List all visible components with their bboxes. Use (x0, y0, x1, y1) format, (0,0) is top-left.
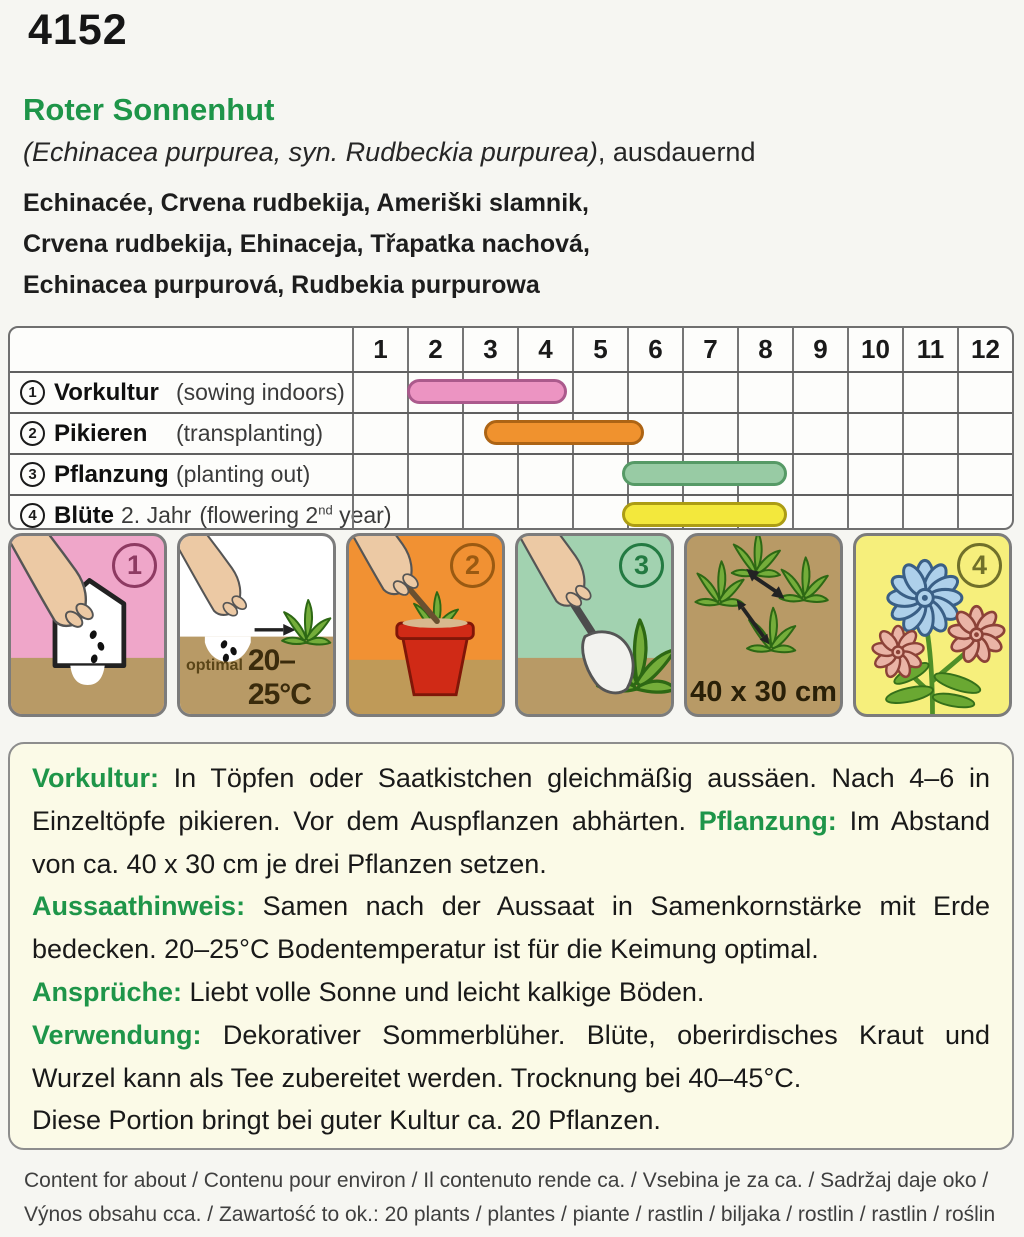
instruction-section-label: Aussaathinweis: (32, 891, 246, 922)
botanical-name: (Echinacea purpurea, syn. Rudbeckia purpurea) (23, 137, 598, 167)
pictogram-strip (8, 533, 1016, 717)
instruction-section-label: Ansprüche: (32, 976, 183, 1007)
calendar-month-headers (352, 328, 1012, 371)
calendar-cell (407, 414, 462, 453)
pictogram-transplanting (346, 533, 505, 717)
calendar-rows (10, 371, 1012, 530)
calendar-cell (352, 496, 407, 530)
calendar-cell (517, 496, 572, 530)
calendar-bar-vorkultur (407, 379, 567, 404)
month-header-9: 9 (792, 328, 847, 371)
translated-names-line: Echinacea purpurová, Rudbekia purpurowa (23, 271, 540, 299)
instruction-text: Dekorativer Sommerblüher. Blüte, oberirdisches Kraut und Wurzel kann als Tee zubereitet werden. Trocknung bei 40–45°C. (32, 1019, 990, 1093)
instruction-paragraph (32, 885, 990, 971)
calendar-row-pflanzung (10, 453, 1012, 494)
calendar-cell (847, 455, 902, 494)
row-label-sub: (planting out) (176, 461, 311, 487)
calendar-cell (957, 455, 1012, 494)
calendar-cell (792, 455, 847, 494)
calendar-cell (407, 455, 462, 494)
calendar-cell (572, 496, 627, 530)
calendar-cell (957, 373, 1012, 412)
calendar-row-grid (352, 414, 1012, 453)
optimal-label: optimal (186, 657, 243, 674)
pictogram-planting-out (515, 533, 674, 717)
picto-badge-2: 2 (450, 543, 495, 588)
subtitle-rest: , ausdauernd (597, 137, 756, 167)
instruction-paragraph (32, 1099, 990, 1142)
pictogram-sowing-indoors (8, 533, 167, 717)
pictogram-direct-sowing (177, 533, 336, 717)
calendar-cell (902, 455, 957, 494)
article-number: 4152 (28, 6, 128, 54)
page-title: Roter Sonnenhut (23, 92, 275, 127)
calendar-cell (957, 496, 1012, 530)
row-label-text: Pflanzung (54, 460, 169, 488)
calendar-cell (957, 414, 1012, 453)
temperature-caption (186, 644, 331, 712)
translated-names-line: Crvena rudbekija, Ehinaceja, Třapatka nachová, (23, 230, 590, 258)
month-header-7: 7 (682, 328, 737, 371)
month-header-3: 3 (462, 328, 517, 371)
month-header-2: 2 (407, 328, 462, 371)
row-label-mid: 2. Jahr (121, 502, 192, 528)
calendar-cell (902, 373, 957, 412)
instruction-text: Liebt volle Sonne und leicht kalkige Böden. (182, 976, 705, 1007)
instruction-section-label: Vorkultur: (32, 763, 159, 793)
instruction-paragraph (32, 971, 990, 1014)
month-header-1: 1 (352, 328, 407, 371)
calendar-cell (847, 496, 902, 530)
calendar-cell (902, 496, 957, 530)
calendar-cell (407, 496, 462, 530)
calendar-row-label (10, 373, 352, 412)
calendar-cell (847, 373, 902, 412)
calendar-cell (792, 414, 847, 453)
calendar-cell (682, 414, 737, 453)
row-label-sub: (transplanting) (176, 420, 324, 446)
month-header-10: 10 (847, 328, 902, 371)
circled-number: 2 (20, 421, 45, 446)
calendar-cell (682, 373, 737, 412)
calendar-row-grid (352, 373, 1012, 412)
picto-badge-3: 3 (619, 543, 664, 588)
instruction-text: Im Abstand von ca. 40 x 30 cm je drei Pflanzen setzen. (32, 805, 990, 879)
circled-number: 4 (20, 503, 45, 528)
calendar-row-blüte (10, 494, 1012, 530)
calendar-row-label (10, 496, 392, 530)
calendar-cell (517, 455, 572, 494)
pictogram-spacing (684, 533, 843, 717)
calendar-cell (572, 373, 627, 412)
instruction-text: Samen nach der Aussaat in Samenkornstärke mit Erde bedecken. 20–25°C Bodentemperatur ist für die Keimung optimal. (32, 891, 990, 965)
calendar-bar-pflanzung (622, 461, 787, 486)
picto-badge-1: 1 (112, 543, 157, 588)
month-header-11: 11 (902, 328, 957, 371)
row-label-sub: (flowering 2nd year) (199, 502, 392, 528)
instruction-section-label: Pflanzung: (698, 805, 837, 836)
instruction-paragraph (32, 757, 990, 885)
calendar-header-empty-cell (10, 328, 352, 371)
temperature-value: 20–25°C (247, 644, 311, 711)
calendar-row-grid (352, 496, 1012, 530)
calendar-cell (847, 414, 902, 453)
calendar-bar-pikieren (484, 420, 644, 445)
calendar-cell (352, 414, 407, 453)
spacing-caption: 40 x 30 cm (690, 676, 837, 708)
calendar-row-grid (352, 455, 1012, 494)
calendar-cell (792, 373, 847, 412)
translated-names (23, 183, 590, 306)
calendar-row-vorkultur (10, 371, 1012, 412)
multilingual-footer (24, 1164, 1004, 1232)
calendar-cell (737, 373, 792, 412)
instruction-section-label: Verwendung: (32, 1019, 202, 1050)
botanical-subtitle (23, 137, 755, 168)
row-label-text: Vorkultur (54, 378, 159, 406)
calendar-cell (352, 455, 407, 494)
calendar-cell (352, 373, 407, 412)
circled-number: 3 (20, 462, 45, 487)
calendar-row-pikieren (10, 412, 1012, 453)
month-header-5: 5 (572, 328, 627, 371)
calendar-cell (902, 414, 957, 453)
calendar-cell (572, 455, 627, 494)
instruction-text: Diese Portion bringt bei guter Kultur ca. 20 Pflanzen. (32, 1105, 661, 1136)
calendar-cell (462, 496, 517, 530)
month-header-12: 12 (957, 328, 1012, 371)
calendar-bar-blüte (622, 502, 787, 527)
calendar-cell (737, 414, 792, 453)
row-label-sub: (sowing indoors) (176, 379, 345, 405)
calendar-row-label (10, 455, 352, 494)
month-header-6: 6 (627, 328, 682, 371)
circled-number: 1 (20, 380, 45, 405)
footer-line: Výnos obsahu cca. / Zawartość to ok.: 20 plants / plantes / piante / rastlin / biljaka / rostlin / rastlin / roślin (24, 1203, 996, 1226)
pictogram-flowering (853, 533, 1012, 717)
month-header-4: 4 (517, 328, 572, 371)
month-header-8: 8 (737, 328, 792, 371)
instruction-paragraph (32, 1014, 990, 1100)
calendar-cell (627, 373, 682, 412)
row-label-text: Pikieren (54, 419, 148, 447)
picto-badge-4: 4 (957, 543, 1002, 588)
calendar-header-row (10, 328, 1012, 371)
instruction-text: In Töpfen oder Saatkistchen gleichmäßig aussäen. Nach 4–6 in Einzeltöpfe pikieren. Vor dem Auspflanzen abhärten. (32, 763, 990, 836)
calendar-cell (792, 496, 847, 530)
calendar-row-label (10, 414, 352, 453)
translated-names-line: Echinacée, Crvena rudbekija, Ameriški slamnik, (23, 189, 590, 217)
sowing-calendar-table (8, 326, 1014, 530)
calendar-cell (462, 455, 517, 494)
footer-line: Content for about / Contenu pour environ / Il contenuto rende ca. / Vsebina je za ca. / Sadržaj daje oko / (24, 1169, 989, 1192)
instructions-box (8, 742, 1014, 1150)
row-label-text: Blüte (54, 501, 114, 529)
